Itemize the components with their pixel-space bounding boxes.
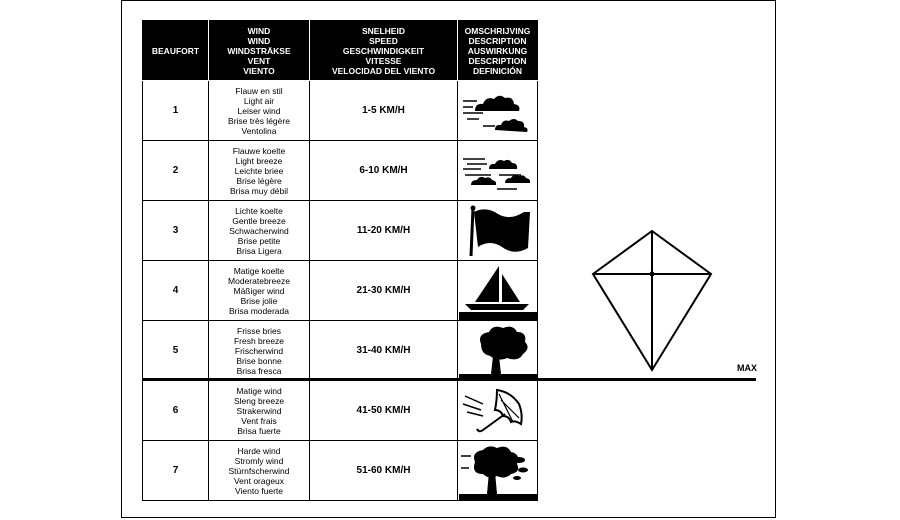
table-row xyxy=(143,381,538,441)
beaufort-table xyxy=(142,20,538,501)
wind-name: Lichte koelte xyxy=(235,205,283,216)
wind-name: Brise petite xyxy=(237,235,281,246)
header-line: SPEED xyxy=(369,35,398,46)
table-row xyxy=(143,441,538,501)
header-line: SNELHEID xyxy=(362,25,405,36)
wind-name: Brise bonne xyxy=(236,355,282,366)
wind-name: Leiser wind xyxy=(237,105,281,116)
header-line: VENT xyxy=(247,55,271,66)
wind-name: Brisa moderada xyxy=(228,305,289,316)
beaufort-number: 1 xyxy=(143,81,209,141)
beaufort-number: 7 xyxy=(143,441,209,501)
header-line: VELOCIDAD DEL VIENTO xyxy=(331,65,436,76)
wind-name: Stürnfscherwind xyxy=(228,465,290,476)
header-line: VIENTO xyxy=(243,65,275,76)
wind-name: Moderatebreeze xyxy=(228,275,290,286)
wind-name: Frischerwind xyxy=(234,345,284,356)
description-cell xyxy=(458,321,538,381)
wind-names xyxy=(209,141,310,201)
wind-name: Ventolina xyxy=(241,125,277,136)
wind-name: Brise très légère xyxy=(228,115,290,126)
wind-name: Brisa fuerte xyxy=(237,425,281,436)
wind-name: Mäßiger wind xyxy=(233,285,285,296)
wind-name: Strakerwind xyxy=(236,405,282,416)
beaufort-number: 4 xyxy=(143,261,209,321)
table-row xyxy=(143,141,538,201)
header-line: WINDSTRÄKSE xyxy=(227,45,291,56)
table-row xyxy=(143,261,538,321)
wind-name: Light breeze xyxy=(235,155,283,166)
sailboat-icon xyxy=(459,262,537,320)
wind-name: Viento fuerte xyxy=(234,485,284,496)
wind-name: Vent frais xyxy=(241,415,277,426)
wind-name: Brise jolie xyxy=(240,295,278,306)
description-cell xyxy=(458,81,538,141)
wind-speed: 21-30 KM/H xyxy=(310,261,458,321)
wind-speed: 41-50 KM/H xyxy=(310,381,458,441)
table-row xyxy=(143,81,538,141)
wind-names xyxy=(209,441,310,501)
kite-icon xyxy=(590,228,714,374)
wind-name: Harde wind xyxy=(237,445,281,456)
wind-name: Brise légère xyxy=(236,175,282,186)
header-beaufort xyxy=(143,21,209,81)
wind-name: Gentle breeze xyxy=(232,215,286,226)
header-line: DESCRIPTION xyxy=(468,35,527,46)
clouds-icon xyxy=(461,85,535,137)
header-speed xyxy=(310,21,458,81)
header-line: DEFINICIÓN xyxy=(472,65,523,76)
header-line: WIND xyxy=(247,35,271,46)
beaufort-number: 2 xyxy=(143,141,209,201)
tree-icon xyxy=(459,322,537,380)
wind-name: Fresh breeze xyxy=(233,335,285,346)
wind-name: Light air xyxy=(243,95,275,106)
header-line: WIND xyxy=(247,25,271,36)
wind-name: Flauw en stil xyxy=(235,85,283,96)
table-row xyxy=(143,201,538,261)
wind-name: Frisse bries xyxy=(237,325,281,336)
wind-name: Schwacherwind xyxy=(229,225,289,236)
header-line: OMSCHRIJVING xyxy=(464,25,531,36)
wind-name: Brisa Ligera xyxy=(236,245,282,256)
wind-name: Brisa fresca xyxy=(236,365,282,376)
description-cell xyxy=(458,201,538,261)
wind-names xyxy=(209,201,310,261)
flag-icon xyxy=(461,204,535,258)
header-line: AUSWIRKUNG xyxy=(467,45,528,56)
beaufort-number: 5 xyxy=(143,321,209,381)
header-description xyxy=(458,21,538,81)
windy-tree-icon xyxy=(459,442,537,500)
header-line: DESCRIPTION xyxy=(468,55,527,66)
wind-names xyxy=(209,81,310,141)
wind-speed: 31-40 KM/H xyxy=(310,321,458,381)
header-line: GESCHWINDIGKEIT xyxy=(342,45,425,56)
wind-name: Leichte briee xyxy=(234,165,284,176)
wind-name: Matige koelte xyxy=(233,265,285,276)
wind-name: Stromly wind xyxy=(234,455,284,466)
wind-speed: 51-60 KM/H xyxy=(310,441,458,501)
description-cell xyxy=(458,441,538,501)
description-cell xyxy=(458,381,538,441)
wind-name: Brisa muy débil xyxy=(229,185,289,196)
wind-name: Vent orageux xyxy=(233,475,285,486)
max-line xyxy=(142,378,756,381)
wind-names xyxy=(209,321,310,381)
windy-clouds-icon xyxy=(461,145,535,197)
wind-name: Sleng breeze xyxy=(233,395,285,406)
wind-name: Matige wind xyxy=(236,385,282,396)
table-header-row xyxy=(143,21,538,81)
description-cell xyxy=(458,141,538,201)
wind-name: Flauwe koelte xyxy=(232,145,286,156)
max-label: MAX xyxy=(737,363,757,373)
header-wind xyxy=(209,21,310,81)
umbrella-icon xyxy=(461,384,535,438)
description-cell xyxy=(458,261,538,321)
wind-speed: 6-10 KM/H xyxy=(310,141,458,201)
wind-names xyxy=(209,261,310,321)
header-line: VITESSE xyxy=(365,55,402,66)
header-line: BEAUFORT xyxy=(151,45,200,56)
wind-speed: 11-20 KM/H xyxy=(310,201,458,261)
wind-names xyxy=(209,381,310,441)
wind-speed: 1-5 KM/H xyxy=(310,81,458,141)
beaufort-number: 6 xyxy=(143,381,209,441)
table-row xyxy=(143,321,538,381)
beaufort-number: 3 xyxy=(143,201,209,261)
